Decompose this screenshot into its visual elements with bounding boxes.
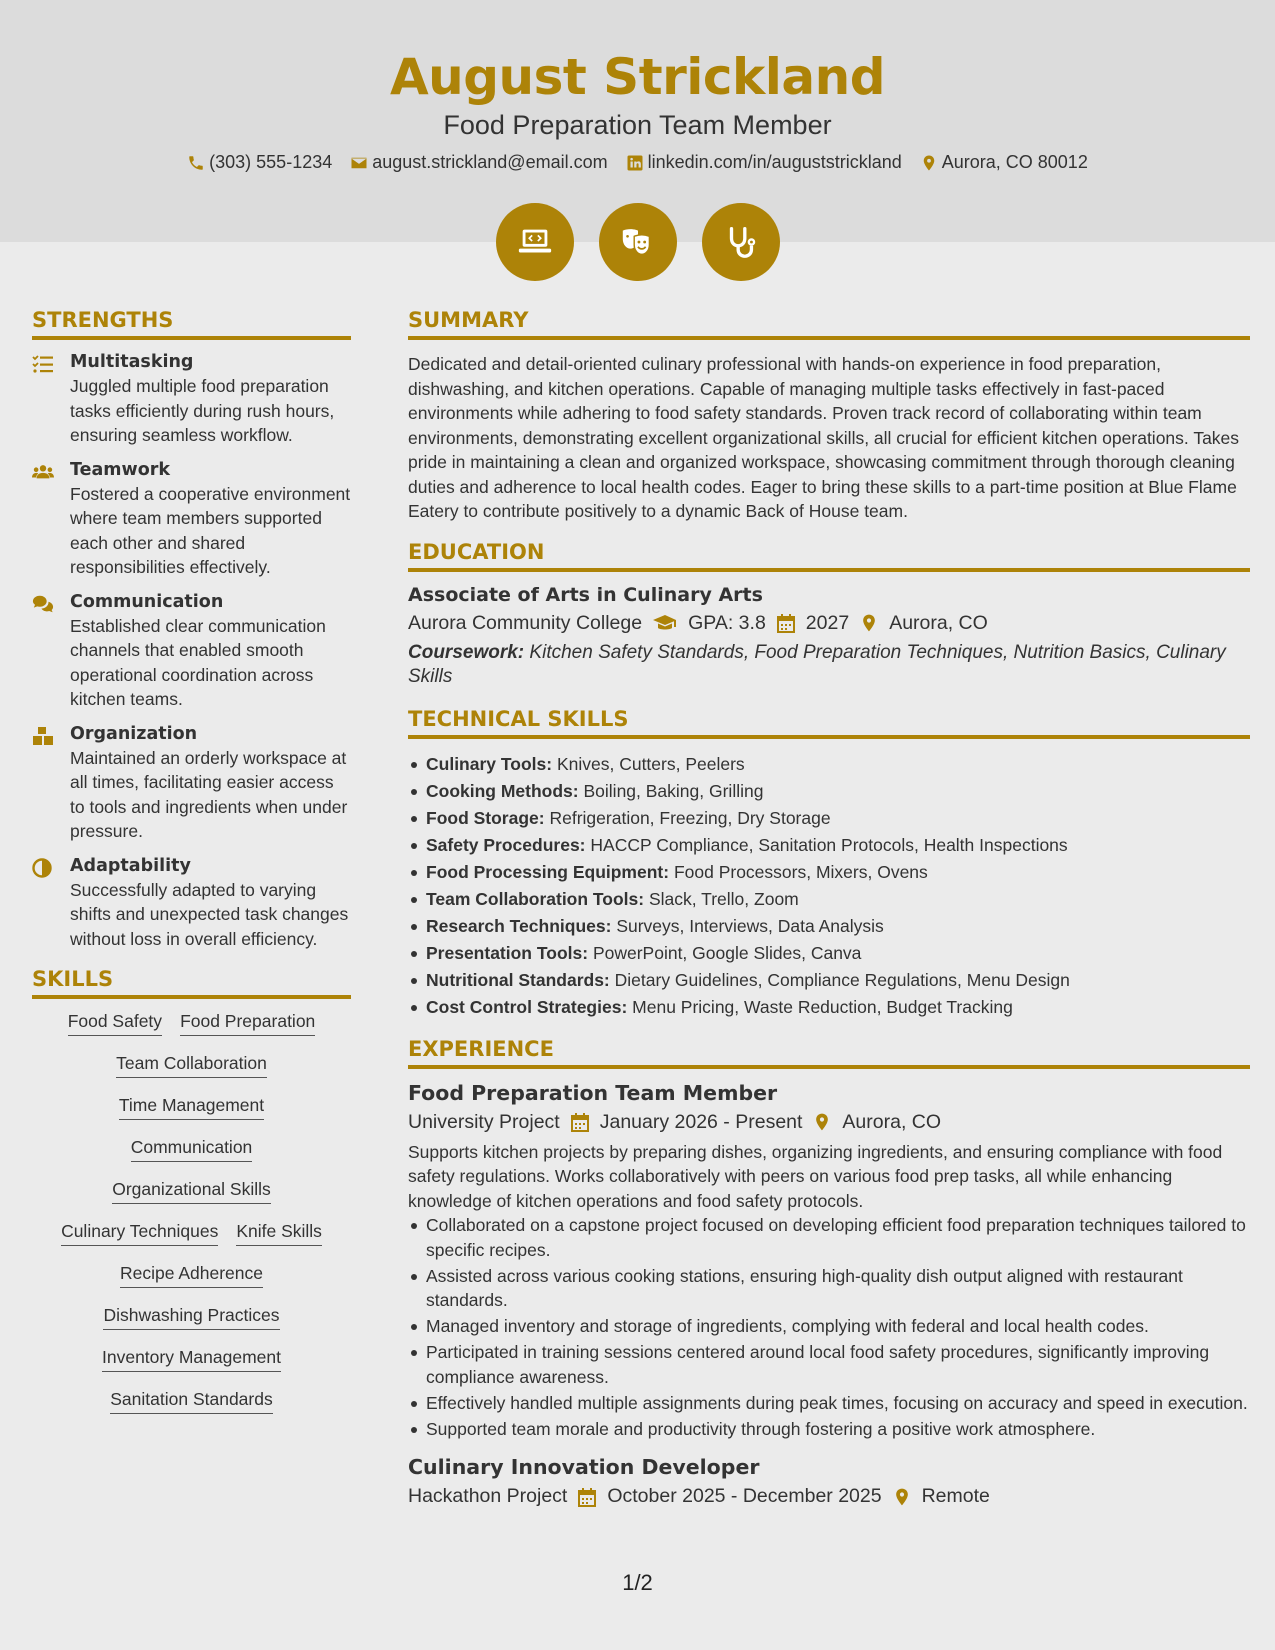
strengths-heading: STRENGTHS (32, 308, 351, 340)
map-pin-icon (812, 1112, 832, 1132)
list-item: Assisted across various cooking stations, ensuring high-quality dish output aligned with restaurant standards. (408, 1264, 1250, 1313)
skill-label: Safety Procedures: (426, 834, 586, 855)
theater-masks-icon (619, 223, 657, 261)
skill-tag: Communication (131, 1137, 253, 1162)
skill-value: HACCP Compliance, Sanitation Protocols, Health Inspections (590, 834, 1068, 855)
job-org: Hackathon Project (408, 1485, 568, 1507)
list-item (408, 859, 1250, 886)
strength-name: Communication (70, 591, 224, 612)
badge-laptop (496, 203, 574, 281)
skill-label: Cooking Methods: (426, 780, 579, 801)
strength-name: Adaptability (70, 855, 191, 876)
list-check-icon (32, 354, 54, 374)
skill-value: Dietary Guidelines, Compliance Regulations, Menu Design (614, 969, 1070, 990)
contact-phone[interactable] (187, 152, 332, 173)
list-item (408, 913, 1250, 940)
skill-tag: Time Management (119, 1095, 264, 1120)
strength-name: Organization (70, 723, 198, 744)
skill-label: Research Techniques: (426, 915, 612, 936)
job-role: Culinary Innovation Developer (408, 1455, 760, 1479)
list-item (408, 994, 1250, 1021)
list-item: Effectively handled multiple assignments during peak times, focusing on accuracy and speed in execution. (408, 1391, 1250, 1416)
list-item (408, 778, 1250, 805)
job-bullets (408, 1213, 1250, 1441)
skill-value: Boiling, Baking, Grilling (583, 780, 764, 801)
education-meta (408, 612, 1250, 635)
skill-tag: Culinary Techniques (61, 1221, 218, 1246)
skill-label: Food Storage: (426, 807, 545, 828)
education-coursework (408, 641, 1250, 689)
calendar-icon (776, 613, 796, 633)
skill-value: Knives, Cutters, Peelers (556, 753, 745, 774)
candidate-name: August Strickland (389, 48, 886, 106)
coursework-label: Coursework: (408, 641, 525, 663)
strength-item (32, 592, 351, 712)
candidate-title: Food Preparation Team Member (443, 110, 832, 140)
skill-value: Refrigeration, Freezing, Dry Storage (549, 807, 831, 828)
boxes-icon (32, 726, 54, 746)
list-item: Managed inventory and storage of ingredients, complying with federal and local health codes. (408, 1314, 1250, 1339)
linkedin-icon (626, 154, 644, 172)
skill-tag: Organizational Skills (112, 1179, 271, 1204)
strength-desc: Juggled multiple food preparation tasks efficiently during rush hours, ensuring seamless workflow. (70, 376, 335, 445)
map-pin-icon (892, 1487, 912, 1507)
skill-tag: Sanitation Standards (110, 1389, 272, 1414)
technical-skills-heading: TECHNICAL SKILLS (408, 707, 1250, 739)
contact-email[interactable] (350, 152, 607, 173)
education-location: Aurora, CO (889, 611, 988, 634)
list-item (408, 967, 1250, 994)
summary-text: Dedicated and detail-oriented culinary professional with hands-on experience in food preparation, dishwashing, and kitchen operations. Capable of managing multiple tasks effectively in fast-paced environments while adhering to food safety standards. Proven track record of collaborating within team environments, demonstrating excellent organizational skills, all crucial for efficient kitchen operations. Takes pride in maintaining a clean and organized workspace, showcasing commitment through thorough cleaning duties and adherence to local health codes. Eager to bring these skills to a part-time position at Blue Flame Eatery to contribute positively to a dynamic Back of House team. (408, 354, 1240, 521)
right-column (408, 308, 1250, 1514)
skill-value: Food Processors, Mixers, Ovens (673, 861, 928, 882)
map-pin-icon (859, 613, 879, 633)
skill-value: PowerPoint, Google Slides, Canva (592, 942, 862, 963)
page-number: 1/2 (622, 1570, 653, 1595)
skill-tag: Recipe Adherence (120, 1263, 263, 1288)
linkedin-text: linkedin.com/in/auguststrickland (647, 152, 902, 172)
laptop-code-icon (516, 223, 554, 261)
skill-label: Presentation Tools: (426, 942, 589, 963)
strength-item (32, 724, 351, 844)
strength-item (32, 352, 351, 448)
experience-heading: EXPERIENCE (408, 1037, 1250, 1069)
skill-value: Surveys, Interviews, Data Analysis (616, 915, 884, 936)
skill-label: Nutritional Standards: (426, 969, 610, 990)
education-heading: EDUCATION (408, 540, 1250, 572)
job-meta (408, 1485, 1250, 1508)
skill-value: Slack, Trello, Zoom (648, 888, 799, 909)
phone-text: (303) 555-1234 (209, 152, 333, 172)
strength-item (32, 460, 351, 580)
email-text: august.strickland@email.com (372, 152, 608, 172)
half-circle-icon (32, 858, 54, 878)
education-school: Aurora Community College (408, 611, 643, 634)
list-item (408, 886, 1250, 913)
strength-desc: Successfully adapted to varying shifts and unexpected task changes without loss in overall efficiency. (70, 879, 349, 949)
strength-desc: Fostered a cooperative environment where team members supported each other and shared responsibilities effectively. (70, 483, 351, 577)
skill-tag: Food Safety (68, 1011, 162, 1036)
map-pin-icon (920, 154, 938, 172)
strength-name: Multitasking (70, 352, 194, 372)
strength-desc: Maintained an orderly workspace at all times, facilitating easier access to tools and ingredients when under pressure. (70, 747, 348, 841)
calendar-icon (577, 1487, 597, 1507)
badge-stethoscope (702, 203, 780, 281)
summary-heading: SUMMARY (408, 308, 1250, 340)
job-dates: October 2025 - December 2025 (607, 1485, 882, 1507)
calendar-icon (570, 1112, 590, 1132)
envelope-icon (350, 154, 368, 172)
coursework-text: Kitchen Safety Standards, Food Preparation Techniques, Nutrition Basics, Culinary Skills (408, 641, 1226, 687)
badge-masks (599, 203, 677, 281)
skill-label: Team Collaboration Tools: (426, 888, 645, 909)
skill-label: Culinary Tools: (426, 753, 553, 774)
job-dates: January 2026 - Present (599, 1110, 803, 1133)
job-location: Remote (921, 1485, 990, 1507)
stethoscope-icon (722, 223, 760, 261)
strength-name: Teamwork (70, 459, 170, 480)
skill-label: Food Processing Equipment: (426, 861, 670, 882)
job-role: Food Preparation Team Member (408, 1080, 778, 1105)
contact-linkedin[interactable] (626, 152, 902, 173)
list-item: Supported team morale and productivity through fostering a positive work atmosphere. (408, 1417, 1250, 1442)
technical-skills-list (408, 751, 1250, 1021)
job-location: Aurora, CO (842, 1110, 942, 1133)
education-year: 2027 (805, 611, 850, 634)
skill-label: Cost Control Strategies: (426, 996, 628, 1017)
strength-item (32, 856, 351, 952)
list-item: Participated in training sessions centered around local food safety procedures, significantly improving compliance awareness. (408, 1340, 1250, 1389)
skill-tag: Team Collaboration (116, 1053, 267, 1078)
education-degree: Associate of Arts in Culinary Arts (408, 583, 763, 606)
location-text: Aurora, CO 80012 (941, 152, 1088, 172)
graduation-cap-icon (652, 613, 678, 633)
skill-tag: Dishwashing Practices (103, 1305, 279, 1330)
skills-heading: SKILLS (32, 967, 351, 999)
comments-icon (32, 594, 54, 614)
job-description: Supports kitchen projects by preparing dishes, organizing ingredients, and ensuring compliance with food safety regulations. Works collaboratively with peers on various food prep tasks, all while enhancing knowledge of kitchen operations and food safety protocols. (408, 1141, 1223, 1211)
skill-tag: Knife Skills (236, 1221, 322, 1246)
skill-tag: Food Preparation (180, 1011, 315, 1036)
phone-icon (187, 154, 205, 172)
list-item (408, 805, 1250, 832)
interest-badges (0, 203, 1275, 281)
skill-value: Menu Pricing, Waste Reduction, Budget Tracking (632, 996, 1013, 1017)
contact-location (920, 152, 1088, 173)
list-item (408, 832, 1250, 859)
list-item: Collaborated on a capstone project focused on developing efficient food preparation techniques tailored to specific recipes. (408, 1213, 1250, 1262)
skill-tag: Inventory Management (102, 1347, 281, 1372)
left-column (32, 308, 351, 1414)
strength-desc: Established clear communication channels that enabled smooth operational coordination across kitchen teams. (70, 615, 326, 709)
job-meta (408, 1111, 1250, 1134)
contact-bar (0, 152, 1275, 173)
job-org: University Project (408, 1110, 560, 1133)
skills-list (32, 1011, 351, 1414)
list-item (408, 751, 1250, 778)
users-icon (32, 462, 54, 482)
list-item (408, 940, 1250, 967)
education-gpa: GPA: 3.8 (688, 611, 766, 634)
